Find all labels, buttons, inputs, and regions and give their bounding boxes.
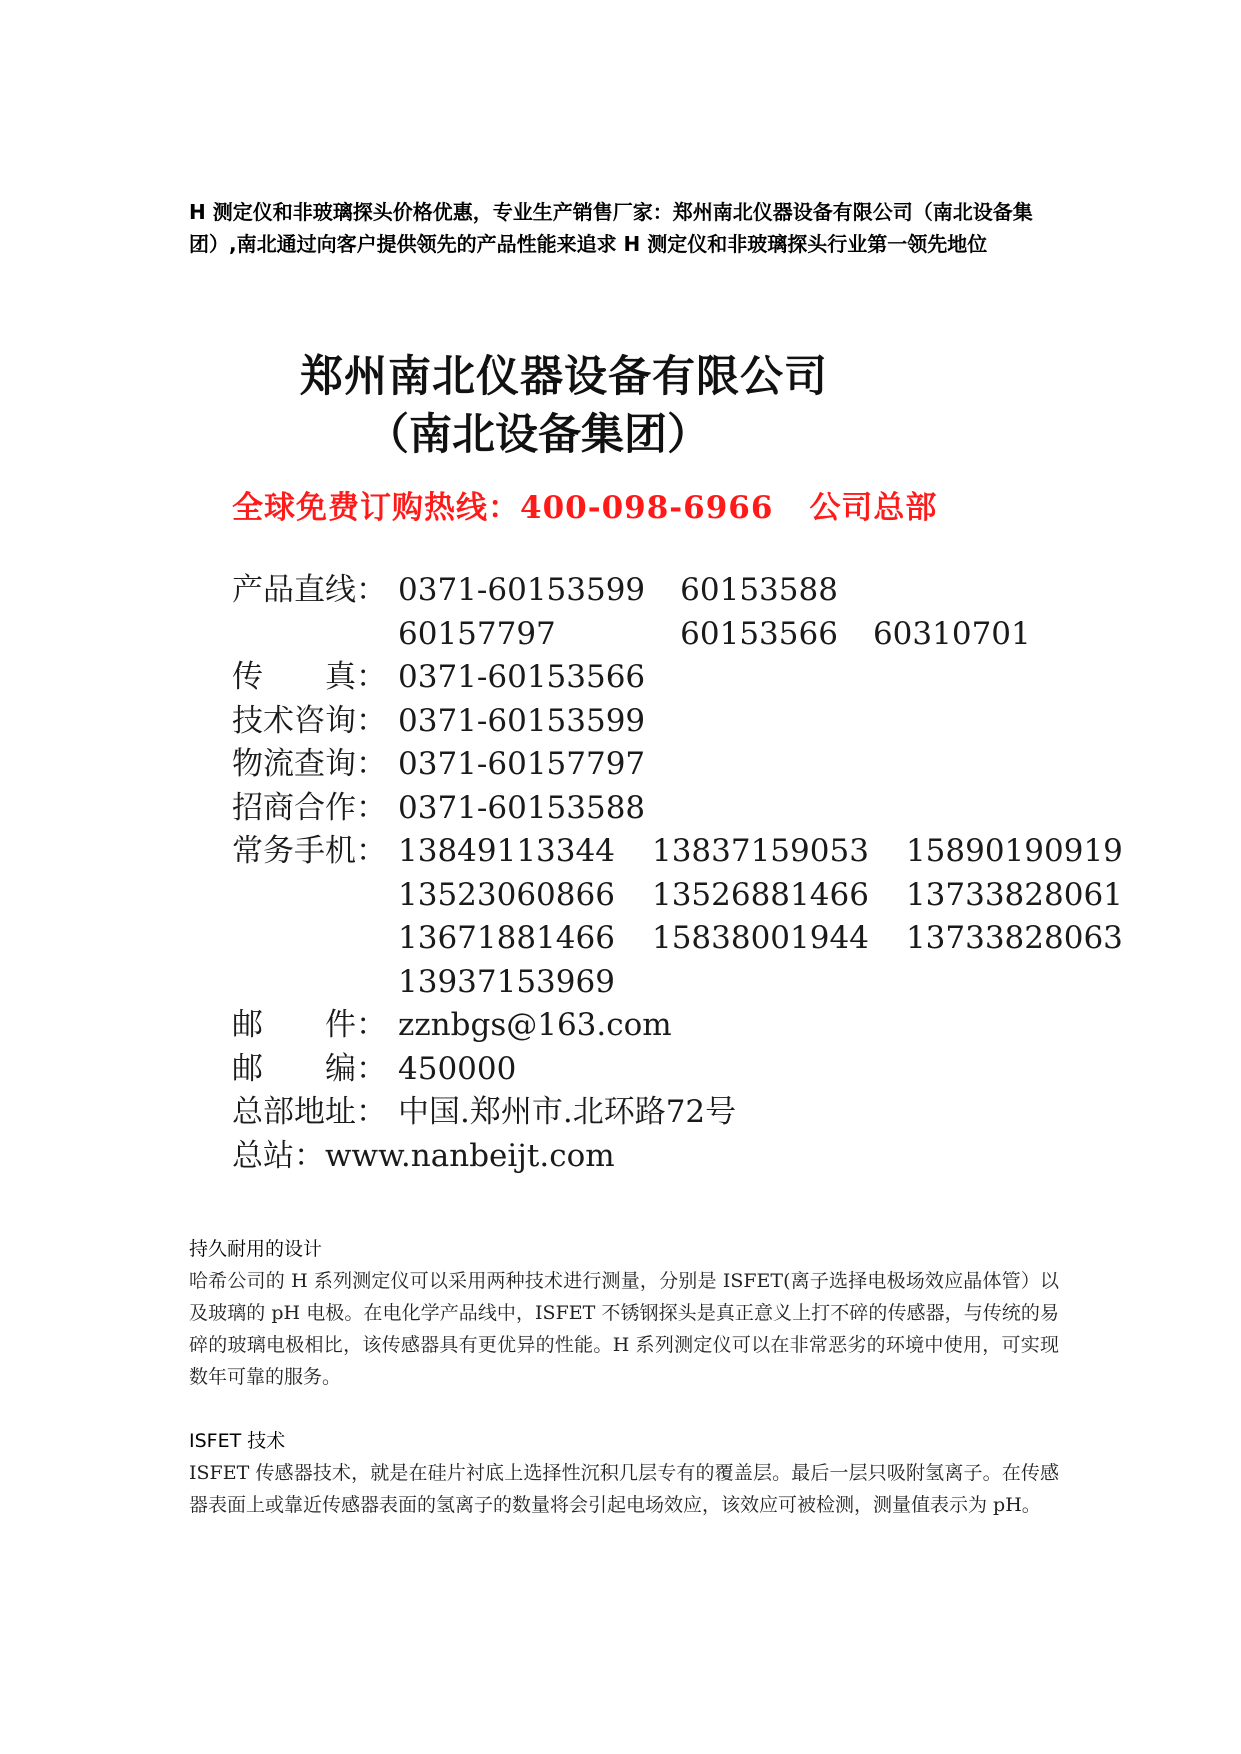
hotline	[232, 482, 937, 527]
tech-number: 0371-60153599	[398, 702, 646, 739]
email-address: zznbgs@163.com	[398, 1007, 672, 1043]
contact-row-business	[232, 787, 1123, 831]
mobile-number: 15890190919	[905, 833, 1123, 869]
section-isfet	[189, 1425, 1059, 1521]
hotline-hq: 公司总部	[809, 490, 938, 526]
mobile-number: 13837159053	[651, 833, 869, 869]
contact-label: 物流查询：	[232, 746, 387, 782]
intro-paragraph: H 测定仪和非玻璃探头价格优惠，专业生产销售厂家：郑州南北仪器设备有限公司（南北设备集团）,南北通过向客户提供领先的产品性能来追求 H 测定仪和非玻璃探头行业第一领先地位	[189, 200, 1033, 256]
contact-label: 传 真：	[232, 659, 387, 695]
contact-row-mobile	[232, 830, 1123, 1004]
contact-row-product	[232, 569, 1123, 656]
section-durable-design	[189, 1233, 1059, 1393]
section-title: ISFET 技术	[189, 1430, 286, 1452]
phone-number: 60310701	[872, 615, 1031, 652]
mobile-number: 13937153969	[398, 963, 615, 1000]
contact-row-postcode	[232, 1048, 1123, 1092]
contact-values	[398, 830, 1123, 1004]
contact-label: 招商合作：	[232, 789, 387, 826]
mobile-number: 15838001944	[651, 920, 869, 956]
mobile-number: 13523060866	[398, 876, 615, 913]
contact-row-site	[232, 1135, 1123, 1179]
contact-label: 常务手机：	[232, 833, 387, 869]
contact-row-address	[232, 1091, 1123, 1135]
address: 中国.郑州市.北环路72号	[398, 1094, 737, 1130]
mobile-number: 13526881466	[651, 876, 869, 913]
contact-label: 邮 件：	[232, 1007, 387, 1043]
hotline-number: 全球免费订购热线：400-098-6966	[232, 490, 774, 526]
company-banner	[300, 348, 860, 464]
logistics-number: 0371-60157797	[398, 746, 646, 782]
business-number: 0371-60153588	[398, 789, 646, 826]
contact-label: 技术咨询：	[232, 702, 387, 739]
mobile-number: 13733828061	[905, 876, 1123, 913]
company-name: 郑州南北仪器设备有限公司	[300, 352, 828, 402]
contact-row-email	[232, 1004, 1123, 1048]
contact-label: 邮 编：	[232, 1050, 387, 1087]
company-group: （南北设备集团）	[366, 410, 710, 460]
contact-label: 总站：	[232, 1137, 325, 1174]
phone-number: 60157797	[398, 615, 556, 652]
contact-list	[232, 569, 1123, 1178]
contact-label: 产品直线：	[232, 572, 387, 608]
phone-number: 0371-60153599	[398, 572, 646, 608]
contact-values	[398, 569, 1031, 656]
contact-label: 总部地址：	[232, 1094, 387, 1130]
website: www.nanbeijt.com	[325, 1137, 615, 1174]
phone-number	[873, 569, 1031, 613]
mobile-number: 13671881466	[398, 920, 615, 956]
section-body: 哈希公司的 H 系列测定仪可以采用两种技术进行测量，分别是 ISFET(离子选择电极场效应晶体管）以及玻璃的 pH 电极。在电化学产品线中，ISFET 不锈钢探头是真正意义上打不碎的传感器，与传统的易碎的玻璃电极相比，该传感器具有更优异的性能。H 系列测定仪可以在非常恶劣的环境中使用，可实现数年可靠的服务。	[189, 1270, 1059, 1388]
fax-number: 0371-60153566	[398, 659, 646, 695]
section-title: 持久耐用的设计	[189, 1238, 323, 1260]
phone-number: 60153566	[680, 615, 838, 652]
mobile-number: 13733828063	[905, 920, 1123, 956]
phone-number: 60153588	[680, 572, 838, 608]
contact-row-logistics	[232, 743, 1123, 787]
section-body: ISFET 传感器技术，就是在硅片衬底上选择性沉积几层专有的覆盖层。最后一层只吸附氢离子。在传感器表面上或靠近传感器表面的氢离子的数量将会引起电场效应，该效应可被检测，测量值表示为 pH。	[189, 1462, 1059, 1516]
contact-row-fax	[232, 656, 1123, 700]
mobile-number: 13849113344	[398, 833, 615, 869]
postcode: 450000	[398, 1050, 517, 1087]
contact-row-tech	[232, 700, 1123, 744]
